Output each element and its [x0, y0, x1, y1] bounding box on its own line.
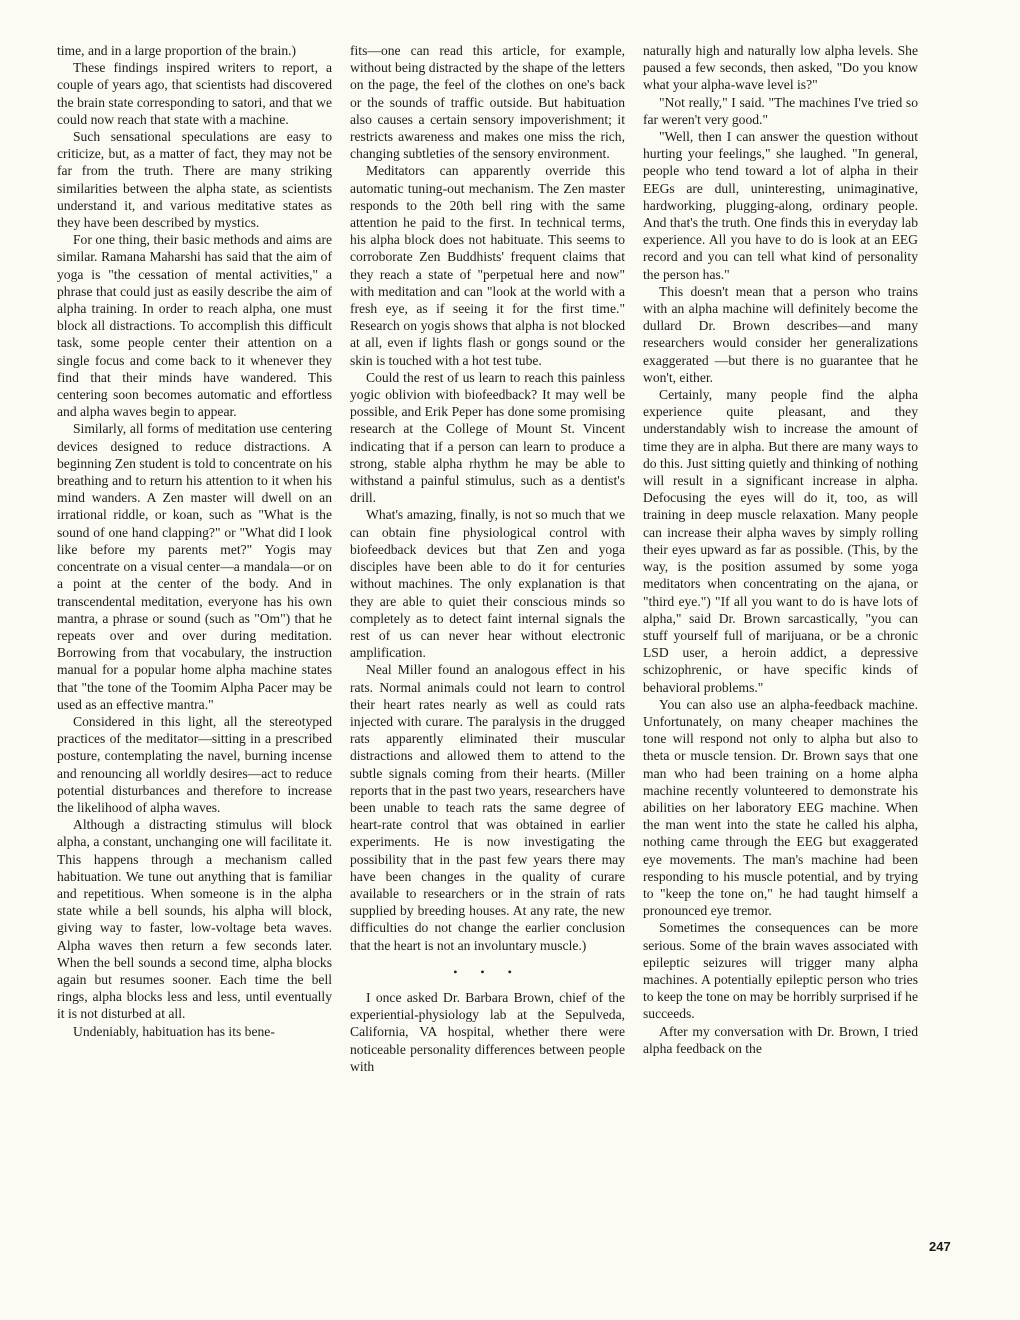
column-middle: [350, 42, 625, 1075]
paragraph: "Not really," I said. "The machines I've tried so far weren't very good.": [643, 94, 918, 127]
column-left: [57, 42, 332, 1040]
paragraph: Certainly, many people find the alpha experience quite pleasant, and they understandably wish to increase the amount of time they are in alpha. But there are many ways to do this. Just sitting quietly and thinking of nothing will result in a significant increase in alpha. Defocusing the eyes will do it, too, as will training in deep muscle relaxation. Many people can increase their alpha waves by simply rolling their eyes upward as far as possible. (This, by the way, is the position assumed by some yoga meditators when concentrating on the ajana, or "third eye.") "If all you want to do is have lots of alpha," said Dr. Brown sarcastically, "you can stuff yourself full of marijuana, or be a chronic LSD user, a heroin addict, a depressive schizophrenic, or have specific kinds of behavioral problems.": [643, 387, 918, 695]
paragraph: For one thing, their basic methods and aims are similar. Ramana Maharshi has said that the aim of yoga is "the cessation of mental activities," a phrase that could just as easily describe the aim of alpha training. In order to reach alpha, one must block all distractions. To accomplish this difficult task, some people center their attention on a single focus and come back to it whenever they find that their minds have wandered. This centering soon becomes automatic and effortless and alpha waves begin to appear.: [57, 232, 332, 420]
paragraph: Similarly, all forms of meditation use centering devices designed to reduce distractions. A beginning Zen student is told to concentrate on his breathing and to return his attention to it when his mind wanders. A Zen master will dwell on an irrational riddle, or koan, such as "What is the sound of one hand clapping?" or "What did I look like before my parents met?" Yogis may concentrate on a visual center—a mandala—or on a point at the center of the body. And in transcendental meditation, everyone has his own mantra, a phrase or sound (such as "Om") that he repeats over and over during meditation. Borrowing from that vocabulary, the instruction manual for a popular home alpha machine states that "the tone of the Toomim Alpha Pacer may be used as an effective mantra.": [57, 421, 332, 712]
paragraph: You can also use an alpha-feedback machine. Unfortunately, on many cheaper machines the tone will respond not only to alpha but also to theta or muscle tension. Dr. Brown says that one man who had been training on a home alpha machine recently volunteered to demonstrate his abilities on her laboratory EEG machine. When the man went into the state he called his alpha, nothing came through the EEG but exaggerated eye movements. The man's machine had been responding to his muscle potential, and by trying to "keep the tone on," he had taught himself a pronounced eye tremor.: [643, 696, 918, 919]
section-break: • • •: [453, 964, 522, 979]
paragraph: What's amazing, finally, is not so much that we can obtain fine physiological control with biofeedback devices but that Zen and yoga disciples have been able to do it for centuries without machines. The only explanation is that they are able to quiet their conscious minds so completely as to detect faint internal signals the rest of us can never hear without electronic amplification.: [350, 507, 625, 661]
paragraph: fits—one can read this article, for example, without being distracted by the shape of the letters on the page, the feel of the clothes on one's back or the sounds of traffic outside. But habituation also causes a certain sensory impoverishment; it restricts awareness and makes one miss the rich, changing subtleties of the sensory environment.: [350, 43, 625, 162]
paragraph: "Well, then I can answer the question without hurting your feelings," she laughed. "In general, people who tend toward a lot of alpha in their EEGs are dull, uninteresting, unimaginative, hardworking, plugging-along, ordinary people. And that's the truth. One finds this in everyday lab experience. All you have to do is look at an EEG record and you can tell what kind of personality the person has.": [643, 129, 918, 282]
paragraph: Sometimes the consequences can be more serious. Some of the brain waves associated with epileptic seizures will trigger many alpha machines. A potentially epileptic person who tries to keep the tone on may be horribly surprised if he succeeds.: [643, 920, 918, 1022]
page-number: 247: [929, 1239, 951, 1254]
paragraph: I once asked Dr. Barbara Brown, chief of the experiential-physiology lab at the Sepulveda, California, VA hospital, whether there were noticeable personality differences between people with: [350, 989, 625, 1074]
paragraph: These findings inspired writers to report, a couple of years ago, that scientists had discovered the brain state corresponding to satori, and that we could now reach that state with a machine.: [57, 60, 332, 127]
paragraph: After my conversation with Dr. Brown, I tried alpha feedback on the: [643, 1023, 918, 1056]
paragraph: time, and in a large proportion of the brain.): [57, 43, 297, 58]
paragraph: Could the rest of us learn to reach this painless yogic oblivion with biofeedback? It may well be possible, and Erik Peper has done some promising research at the College of Mount St. Vincent indicating that if a person can learn to produce a strong, stable alpha rhythm he may be able to withstand a painful stimulus, such as a dentist's drill.: [350, 369, 625, 506]
paragraph: Meditators can apparently override this automatic tuning-out mechanism. The Zen master responds to the 20th bell ring with the same attention he paid to the first. In technical terms, his alpha block does not habituate. This seems to corroborate Zen Buddhists' frequent claims that they reach a state of "perpetual here and now" with meditation and can "look at the world with a fresh eye, as if seeing it for the first time." Research on yogis shows that alpha is not blocked at all, even if lights flash or gongs sound or the skin is touched with a hot test tube.: [350, 163, 625, 368]
paragraph: This doesn't mean that a person who trains with an alpha machine will definitely become the dullard Dr. Brown describes—and many researchers would consider her generalizations exaggerated —but there is no guarantee that he won't, either.: [643, 283, 918, 385]
paragraph: Neal Miller found an analogous effect in his rats. Normal animals could not learn to control their heart rates nearly as well as could rats injected with curare. The paralysis in the drugged rats apparently eliminated their muscular distractions and allowed them to attend to the subtle signals coming from their hearts. (Miller reports that in the past two years, researchers have been unable to teach rats the same degree of heart-rate control that was obtained in earlier experiments. He is now investigating the possibility that in the past few years there may have been changes in the quality of curare available to researchers or in the strain of rats supplied by breeding houses. At any rate, the new difficulties do not change the earlier conclusion that the heart is not an involuntary muscle.): [350, 662, 625, 953]
paragraph: Undeniably, habituation has its bene-: [73, 1023, 275, 1039]
column-right: [643, 42, 918, 1057]
paragraph: naturally high and naturally low alpha levels. She paused a few seconds, then asked, "Do you know what your alpha-wave level is?": [643, 43, 918, 93]
paragraph: Although a distracting stimulus will block alpha, a constant, unchanging one will facilitate it. This happens through a mechanism called habituation. We tune out anything that is familiar and repetitious. When someone is in the alpha state while a bell sounds, his alpha will block, giving way to faster, low-voltage beta waves. Alpha waves then return a few seconds later. When the bell sounds a second time, alpha blocks again but resumes sooner. Each time the bell rings, alpha blocks less and less, until eventually it is not disturbed at all.: [57, 817, 332, 1022]
paragraph: Considered in this light, all the stereotyped practices of the meditator—sitting in a prescribed posture, contemplating the navel, burning incense and renouncing all worldly desires—act to reduce potential disturbances and therefore to increase the likelihood of alpha waves.: [57, 713, 332, 815]
paragraph: Such sensational speculations are easy to criticize, but, as a matter of fact, they may not be far from the truth. There are many striking similarities between the alpha state, as scientists understand it, and various meditative states as they have been described by mystics.: [57, 129, 332, 231]
